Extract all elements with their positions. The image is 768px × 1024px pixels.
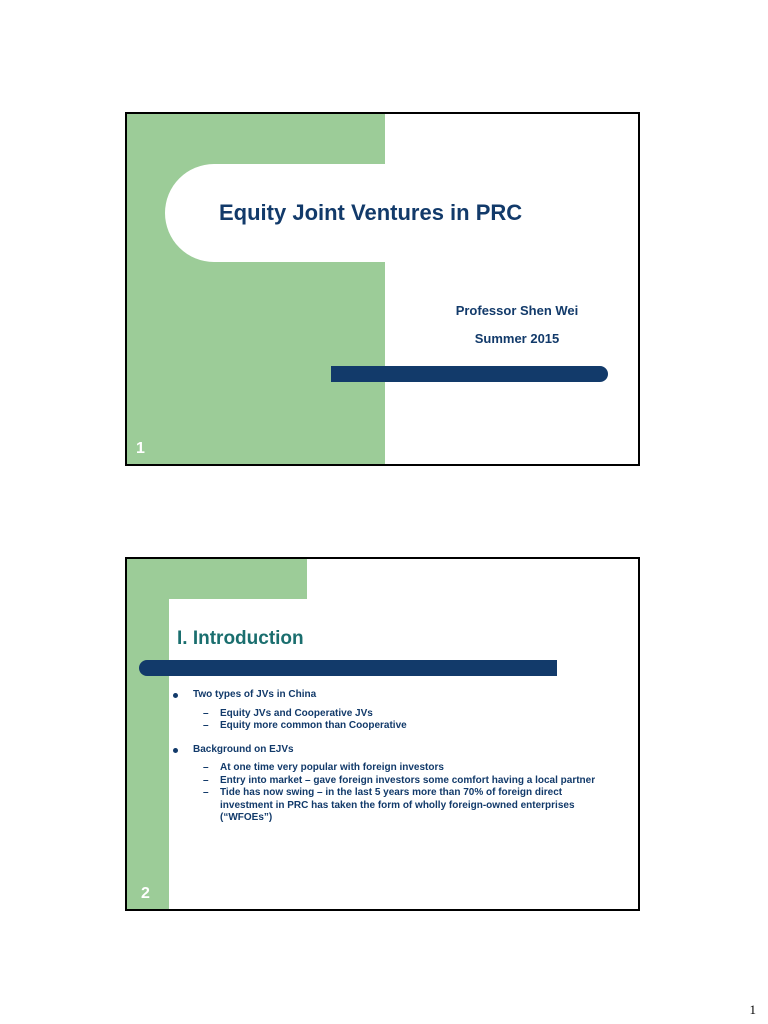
slide-1 [125,112,640,466]
bullet-dot-icon [173,693,178,698]
dash-icon: – [203,720,209,731]
sub-bullet-text: At one time very popular with foreign investors [220,762,444,773]
bullet-list [173,689,613,836]
sub-bullet-item [173,762,613,775]
slide-2 [125,557,640,911]
dash-icon: – [203,774,209,786]
green-left-panel [127,559,169,909]
dash-icon: – [203,787,209,798]
sub-bullet-item [173,775,613,788]
bullet-item [173,689,613,702]
page-number: 1 [749,1002,756,1017]
slide-heading: I. Introduction [177,628,304,649]
dash-icon: – [203,762,209,773]
decorative-bar [331,366,608,382]
decorative-bar [139,660,557,676]
bullet-item [173,744,613,757]
term-label: Summer 2015 [474,331,560,346]
bullet-group [173,744,613,825]
sub-bullet-text: Equity more common than Cooperative [220,720,407,731]
sub-bullet-text: Equity JVs and Cooperative JVs [220,707,373,719]
slide-number: 1 [136,440,145,457]
bullet-text: Background on EJVs [193,743,294,755]
sub-bullet-item [173,708,613,721]
bullet-text: Two types of JVs in China [193,689,317,700]
bullet-dot-icon [173,748,178,753]
sub-bullet-text: Tide has now swing – in the last 5 years more than 70% of foreign direct investment in PRC has taken the form of wholly foreign-owned enterprises (“WFOEs”) [220,787,575,823]
dash-icon: – [203,707,209,719]
sub-bullet-item [173,720,613,733]
sub-bullet-item [173,787,613,825]
author-name: Professor Shen Wei [455,303,579,318]
slide-number: 2 [141,885,150,902]
slide-title: Equity Joint Ventures in PRC [219,200,523,225]
bullet-group [173,689,613,733]
sub-bullet-text: Entry into market – gave foreign investors some comfort having a local partner [220,774,596,786]
